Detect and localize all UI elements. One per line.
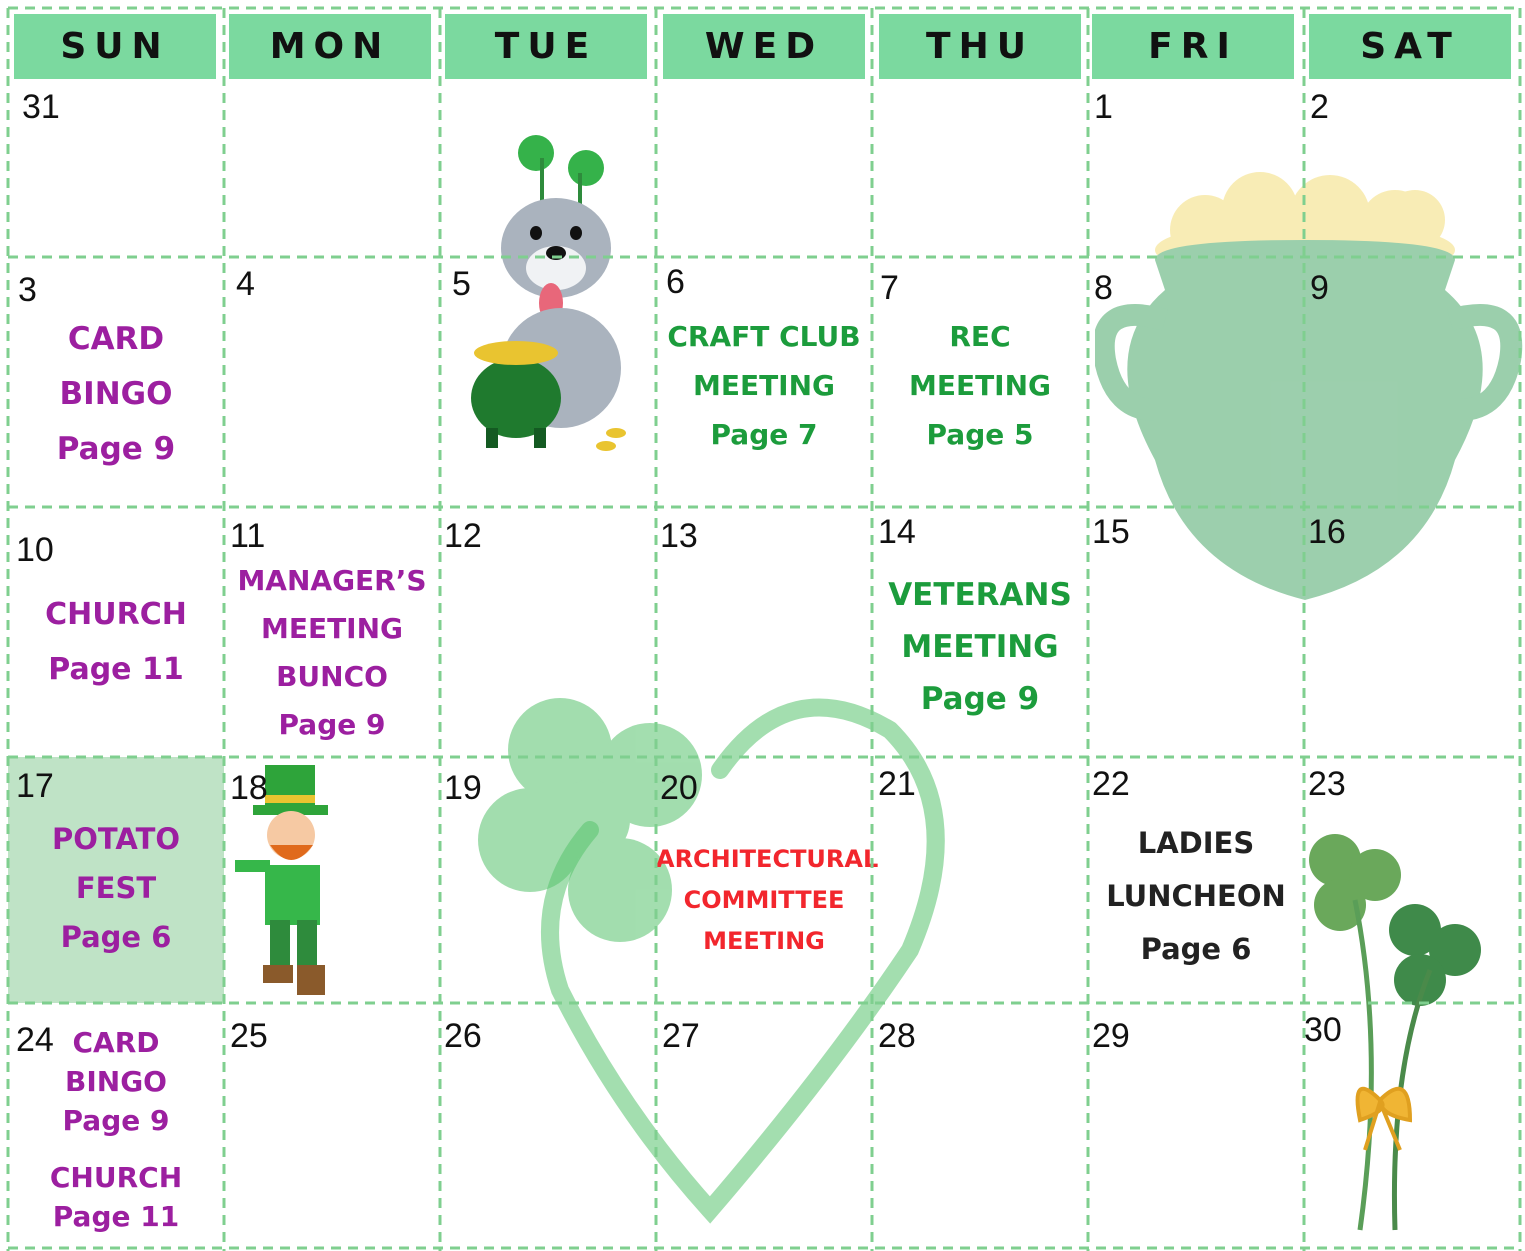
event-line: Page 6 (60, 920, 172, 954)
day-number: 21 (878, 765, 916, 803)
day-number: 8 (1094, 269, 1113, 307)
day-number: 10 (16, 531, 54, 569)
event-line: FEST (75, 871, 157, 905)
event-line: Page 9 (920, 681, 1040, 717)
event-line: POTATO (51, 822, 181, 856)
day-number: 5 (452, 265, 471, 303)
event-line: MEETING (692, 369, 836, 402)
day-number: 28 (878, 1017, 916, 1055)
event-line: Page 9 (278, 708, 386, 741)
weekday-header-sun: SUN (14, 14, 216, 79)
event-line: Page 6 (1140, 932, 1252, 966)
day-number: 12 (444, 517, 482, 555)
day-number: 15 (1092, 513, 1130, 551)
event-line: REC (949, 320, 1011, 353)
event-line: CRAFT CLUB (667, 320, 861, 353)
event-line: Page 9 (56, 431, 176, 467)
event-line: MEETING (260, 612, 404, 645)
event-line: VETERANS (888, 577, 1072, 613)
event-line: MEETING (901, 629, 1059, 665)
day-number: 9 (1310, 269, 1329, 307)
day-number: 2 (1310, 88, 1329, 126)
day-number: 13 (660, 517, 698, 555)
event-line: MEETING (908, 369, 1052, 402)
event-line: BINGO (65, 1065, 167, 1098)
day-number: 31 (22, 88, 60, 126)
weekday-header-sat: SAT (1309, 14, 1511, 79)
day-number: 4 (236, 265, 255, 303)
day-number: 3 (18, 271, 37, 309)
event-line: MANAGER’S (237, 564, 427, 597)
day-number: 6 (666, 263, 685, 301)
day-number: 25 (230, 1017, 268, 1055)
event-line: Page 7 (710, 418, 818, 451)
day-number: 26 (444, 1017, 482, 1055)
day-number: 20 (660, 769, 698, 807)
event-line: Page 5 (926, 418, 1034, 451)
event-line: CHURCH (49, 1161, 183, 1194)
day-number: 1 (1094, 88, 1113, 126)
event-line: ARCHITECTURAL (656, 845, 879, 873)
day-number: 27 (662, 1017, 700, 1055)
day-number: 24 (16, 1021, 54, 1059)
day-number: 19 (444, 769, 482, 807)
event-line: Page 11 (48, 652, 184, 687)
event-line: LUNCHEON (1106, 879, 1286, 913)
event-line: MEETING (703, 927, 825, 955)
day-number: 16 (1308, 513, 1346, 551)
weekday-header-tue: TUE (445, 14, 647, 79)
day-number: 30 (1304, 1011, 1342, 1049)
day-number: 29 (1092, 1017, 1130, 1055)
day-number: 11 (230, 517, 266, 555)
event-line: CARD (72, 1026, 160, 1059)
event-line: CARD (67, 321, 165, 357)
day-number: 18 (230, 769, 268, 807)
day-number: 22 (1092, 765, 1130, 803)
day-number: 17 (16, 767, 54, 805)
event-line: COMMITTEE (683, 886, 845, 914)
day-number: 23 (1308, 765, 1346, 803)
weekday-header-thu: THU (879, 14, 1081, 79)
event-line: LADIES (1137, 826, 1255, 860)
event-line: CHURCH (45, 597, 187, 632)
event-line: Page 9 (62, 1104, 170, 1137)
event-line: BUNCO (276, 660, 388, 693)
weekday-header-wed: WED (663, 14, 865, 79)
day-number: 14 (878, 513, 916, 551)
day-number: 7 (880, 269, 899, 307)
event-line: Page 11 (52, 1200, 180, 1233)
event-line: BINGO (59, 376, 173, 412)
weekday-header-fri: FRI (1092, 14, 1294, 79)
weekday-header-mon: MON (229, 14, 431, 79)
